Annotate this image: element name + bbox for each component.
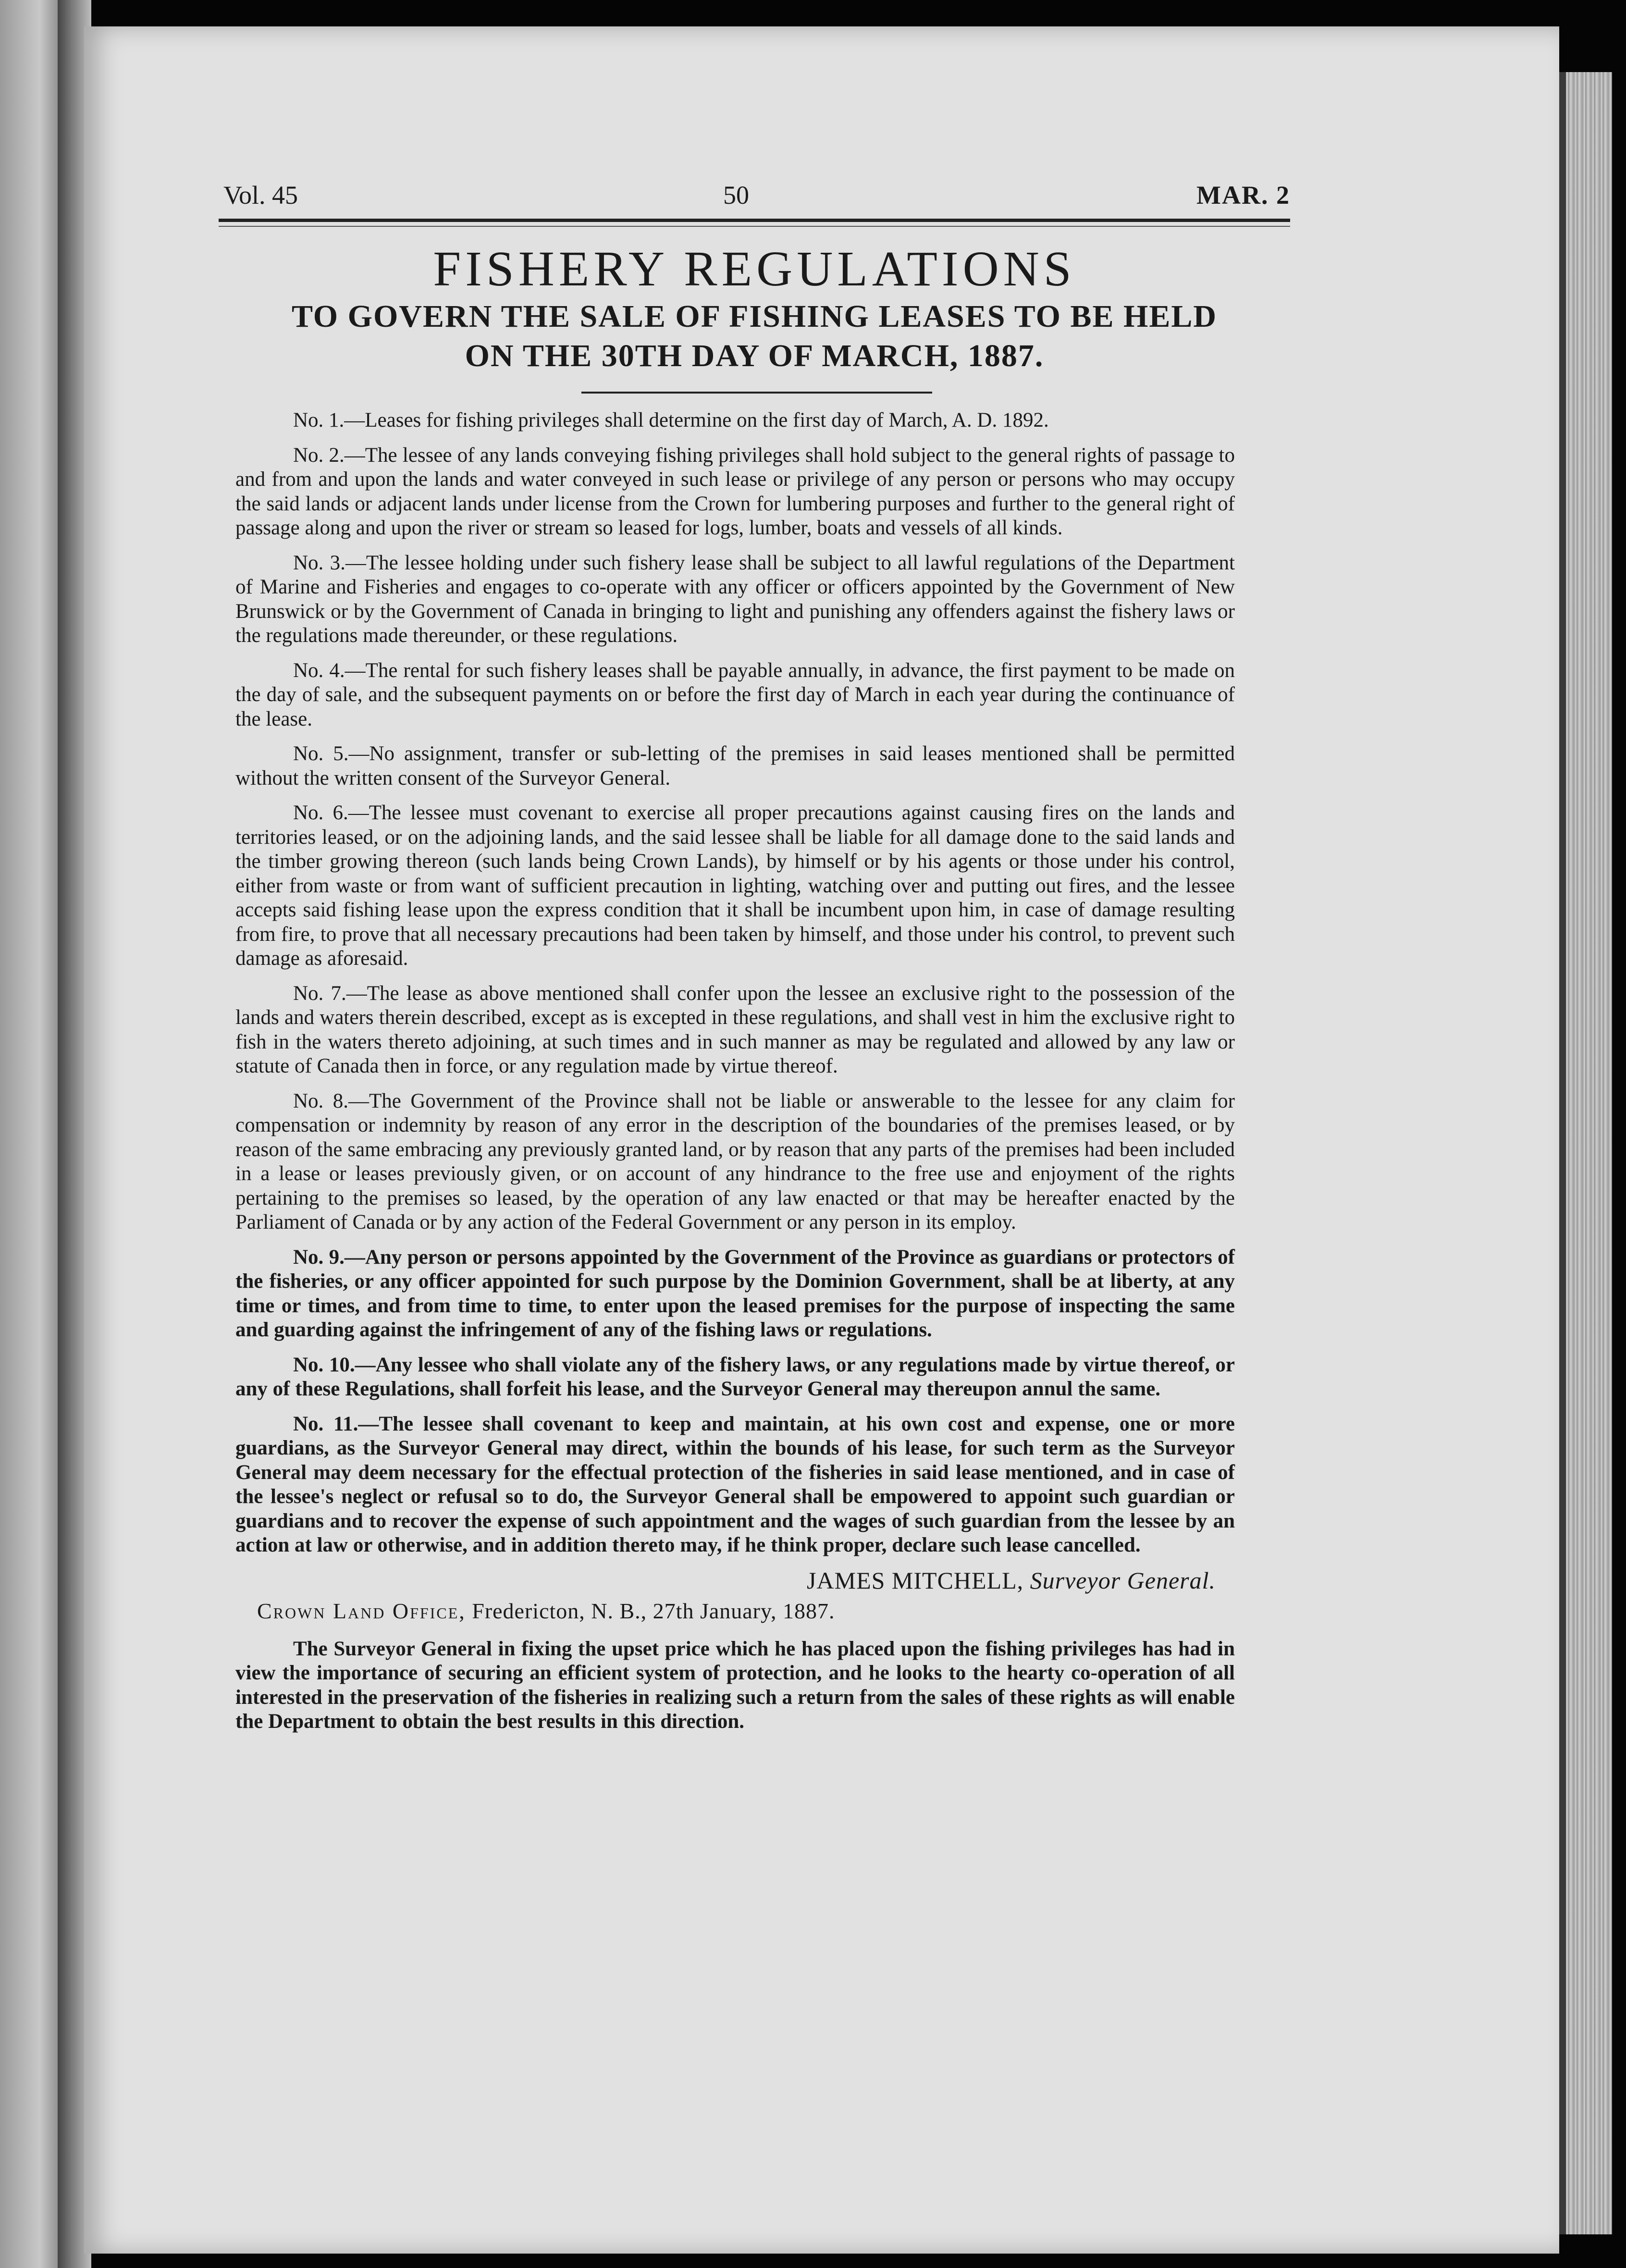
document-subtitle [219, 297, 1290, 376]
regulation-6: No. 6.—The lessee must covenant to exercise all proper precautions against causing fires on the lands and territories leased, or on the adjoining lands, and the said lessee shall be liable for all damage done to the said lands and the timber growing thereon (such lands being Crown Lands), by himself or by his agents or those under his control, either from waste or from want of sufficient precaution in lighting, watching over and putting out fires, and the lessee accepts said fishing lease upon the express condition that it shall be incumbent upon him, in case of damage resulting from fire, to prove that all necessary precautions had been taken by himself, and those under his control, to prevent such damage as aforesaid. [235, 801, 1235, 970]
closing-statement: The Surveyor General in fixing the upset price which he has placed upon the fishing privileges has had in view the importance of securing an efficient system of protection, and he looks to the hearty co-operation of all interested in the preservation of the fisheries in realizing such a return from the sales of these rights as will enable the Department to obtain the best results in this direction. [235, 1637, 1235, 1733]
page-edge-shadow [1559, 72, 1566, 2234]
document-title: FISHERY REGULATIONS [433, 241, 1076, 296]
regulation-7: No. 7.—The lease as above mentioned shall confer upon the lessee an exclusive right to the possession of the lands and waters therein described, except as is excepted in these regulations, and shall vest in him the exclusive right to fish in the waters thereto adjoining, at such times and in such manner as may be regulated and allowed by any law or statute of Canada then in force, or any regulation made by virtue thereof. [235, 982, 1235, 1077]
title-divider [581, 392, 932, 394]
running-header [223, 180, 1290, 219]
subtitle-line-2: ON THE 30TH DAY OF MARCH, 1887. [465, 338, 1044, 373]
volume-label: Vol. 45 [223, 181, 298, 210]
page-number: 50 [723, 181, 749, 210]
header-rule [219, 219, 1290, 222]
subtitle-line-1: TO GOVERN THE SALE OF FISHING LEASES TO BE HELD [291, 299, 1218, 334]
signature-block [235, 1568, 1216, 1593]
regulation-10: No. 10.—Any lessee who shall violate any of the fishery laws, or any regulations made by virtue thereof, or any of these Regulations, shall forfeit his lease, and the Surveyor General may thereupon annul the same. [235, 1353, 1235, 1400]
signatory-name: JAMES MITCHELL, [807, 1566, 1024, 1594]
office-name: Crown Land Office, [257, 1599, 466, 1623]
regulation-9: No. 9.—Any person or persons appointed by the Government of the Province as guardians or protectors of the fisheries, or any officer appointed for such purpose by the Dominion Government, shall be at liberty, at any time or times, and from time to time, to enter upon the leased premises for the purpose of inspecting the same and guarding against the infringement of any of the fishing laws or regulations. [235, 1245, 1235, 1341]
regulation-8: No. 8.—The Government of the Province shall not be liable or answerable to the lessee for any claim for compensation or indemnity by reason of any error in the description of the boundaries of the premises leased, or by reason of the same embracing any previously granted land, or by reason that any parts of the premises had been included in a lease or leases previously given, or on account of any hindrance to the free use and enjoyment of the rights pertaining to the premises so leased, by the operation of any law enacted or that may be hereafter enacted by the Parliament of Canada or by any action of the Federal Government or any person in its employ. [235, 1089, 1235, 1233]
regulation-11: No. 11.—The lessee shall covenant to keep and maintain, at his own cost and expense, one or more guardians, as the Surveyor General may direct, within the bounds of his lease, for such term as the Surveyor General may deem necessary for the effectual protection of the fisheries in said lease mentioned, and in case of the lessee's neglect or refusal so to do, the Surveyor General shall be empowered to appoint such guardian or guardians and to recover the expense of such appointment and the wages of such guardian from the lessee by an action at law or otherwise, and in addition thereto may, if he think proper, declare such lease cancelled. [235, 1412, 1235, 1556]
page-stack-edges [1559, 72, 1612, 2234]
regulation-4: No. 4.—The rental for such fishery leases shall be payable annually, in advance, the first payment to be made on the day of sale, and the subsequent payments on or before the first day of March in each year during the continuance of the lease. [235, 659, 1235, 730]
place-and-date: Fredericton, N. B., 27th January, 1887. [472, 1599, 835, 1623]
regulation-5: No. 5.—No assignment, transfer or sub-letting of the premises in said leases mentioned shall be permitted without the written consent of the Surveyor General. [235, 742, 1235, 789]
regulations-body [235, 408, 1235, 1745]
signatory-title: Surveyor General. [1030, 1566, 1216, 1594]
regulation-1: No. 1.—Leases for fishing privileges shall determine on the first day of March, A. D. 1892. [293, 409, 1049, 431]
header-rule-thin [219, 226, 1290, 227]
dateline [257, 1599, 1235, 1624]
regulation-3: No. 3.—The lessee holding under such fishery lease shall be subject to all lawful regulations of the Department of Marine and Fisheries and engages to co-operate with any officer or officers appointed by the Government of New Brunswick or by the Government of Canada in bringing to light and punishing any offenders against the fishery laws or the regulations made thereunder, or these regulations. [235, 551, 1235, 647]
issue-date: MAR. 2 [1196, 181, 1290, 210]
regulation-2: No. 2.—The lessee of any lands conveying fishing privileges shall hold subject to the general rights of passage to and from and upon the lands and water conveyed in such lease or privilege of any person or persons who may occupy the said lands or adjacent lands under license from the Crown for lumbering purposes and further to the general right of passage along and upon the river or stream so leased for logs, lumber, boats and vessels of all kinds. [235, 444, 1235, 539]
